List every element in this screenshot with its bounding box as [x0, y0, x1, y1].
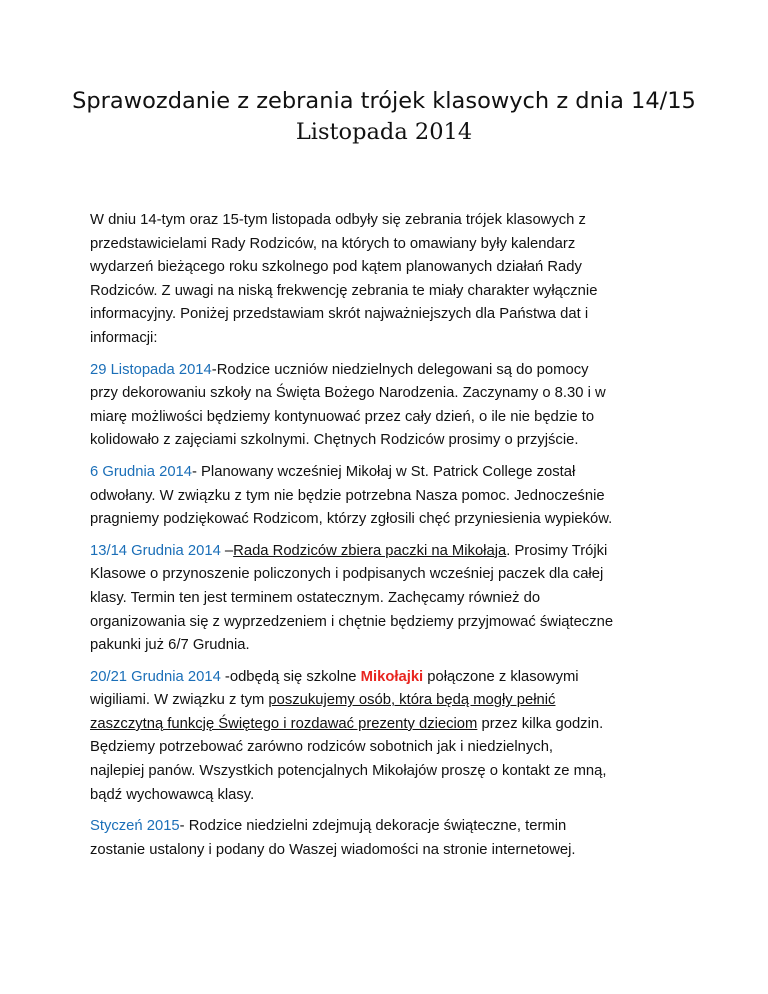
highlighted-text: Mikołajki [360, 668, 424, 685]
entry-text: pakunki już 6/7 Grudnia. [90, 637, 250, 654]
entry-text: -odbędą się szkolne [220, 668, 361, 685]
intro-line: Rodziców. Z uwagi na niską frekwencję zebrania te miały charakter wyłącznie [90, 282, 598, 299]
entry-text: połączone z klasowymi [423, 668, 579, 685]
entry-text: - Rodzice niedzielni zdejmują dekoracje świąteczne, termin [179, 818, 567, 835]
title-line-2: Listopada 2014 [295, 119, 473, 145]
entry-text: kolidowało z zajęciami szkolnymi. Chętnych Rodziców prosimy o przyjście. [90, 432, 579, 449]
entry-text: -Rodzice uczniów niedzielnych delegowani są do pomocy [211, 361, 589, 378]
entry-paragraph [90, 815, 690, 862]
entry-paragraph [90, 540, 690, 658]
underlined-text: poszukujemy osób, która będą mogły pełnić [268, 692, 556, 709]
entry-paragraph [90, 359, 690, 453]
intro-line: informacyjny. Poniżej przedstawiam skrót najważniejszych dla Państwa dat i [90, 306, 589, 323]
entry-text: zostanie ustalony i podany do Waszej wiadomości na stronie internetowej. [90, 841, 576, 858]
entry-date: 13/14 Grudnia 2014 [90, 542, 221, 559]
entry-text: pragniemy podziękować Rodzicom, którzy zgłosili chęć przyniesienia wypieków. [90, 511, 613, 528]
entry-text: odwołany. W związku z tym nie będzie potrzebna Nasza pomoc. Jednocześnie [90, 487, 605, 504]
entry-text: . Prosimy Trójki [506, 542, 608, 559]
intro-line: przedstawicielami Rady Rodziców, na których to omawiany były kalendarz [90, 235, 576, 252]
entry-text: organizowania się z wyprzedzeniem i chętnie będziemy przyjmować świąteczne [90, 613, 614, 630]
entry-date: 6 Grudnia 2014 [90, 463, 193, 480]
entry-date: 29 Listopada 2014 [90, 361, 212, 378]
entry-text: - Planowany wcześniej Mikołaj w St. Patrick College został [192, 463, 576, 480]
intro-line: wydarzeń bieżącego roku szkolnego pod kątem planowanych działań Rady [90, 259, 582, 276]
document-body [90, 209, 690, 870]
entry-text: miarę możliwości będziemy kontynuować przez cały dzień, o ile nie będzie to [90, 408, 595, 425]
intro-line: informacji: [90, 329, 158, 346]
title-line-1: Sprawozdanie z zebrania trójek klasowych z dnia 14/15 [72, 88, 696, 114]
entry-text: Będziemy potrzebować zarówno rodziców sobotnich jak i niedzielnych, [90, 739, 554, 756]
underlined-text: zaszczytną funkcję Świętego i rozdawać prezenty dzieciom [90, 715, 478, 732]
entry-text: bądź wychowawcą klasy. [90, 786, 255, 803]
entry-text: wigiliami. W związku z tym [90, 692, 269, 709]
intro-paragraph [90, 209, 690, 351]
page-title [60, 86, 708, 148]
entry-date: 20/21 Grudnia 2014 [90, 668, 221, 685]
entry-text: przy dekorowaniu szkoły na Święta Bożego Narodzenia. Zaczynamy o 8.30 i w [90, 385, 606, 402]
entry-text: klasy. Termin ten jest terminem ostatecznym. Zachęcamy również do [90, 589, 541, 606]
intro-line: W dniu 14-tym oraz 15-tym listopada odbyły się zebrania trójek klasowych z [90, 212, 586, 228]
entry-paragraph [90, 461, 690, 532]
entry-paragraph [90, 666, 690, 808]
entry-text: najlepiej panów. Wszystkich potencjalnych Mikołajów proszę o kontakt ze mną, [90, 763, 607, 780]
entry-date: Styczeń 2015 [90, 818, 180, 835]
underlined-text: Rada Rodziców zbiera paczki na Mikołaja [233, 542, 507, 559]
entry-text: przez kilka godzin. [477, 715, 604, 732]
entry-text: Klasowe o przynoszenie policzonych i podpisanych wcześniej paczek dla całej [90, 566, 604, 583]
entry-text: – [220, 542, 234, 559]
